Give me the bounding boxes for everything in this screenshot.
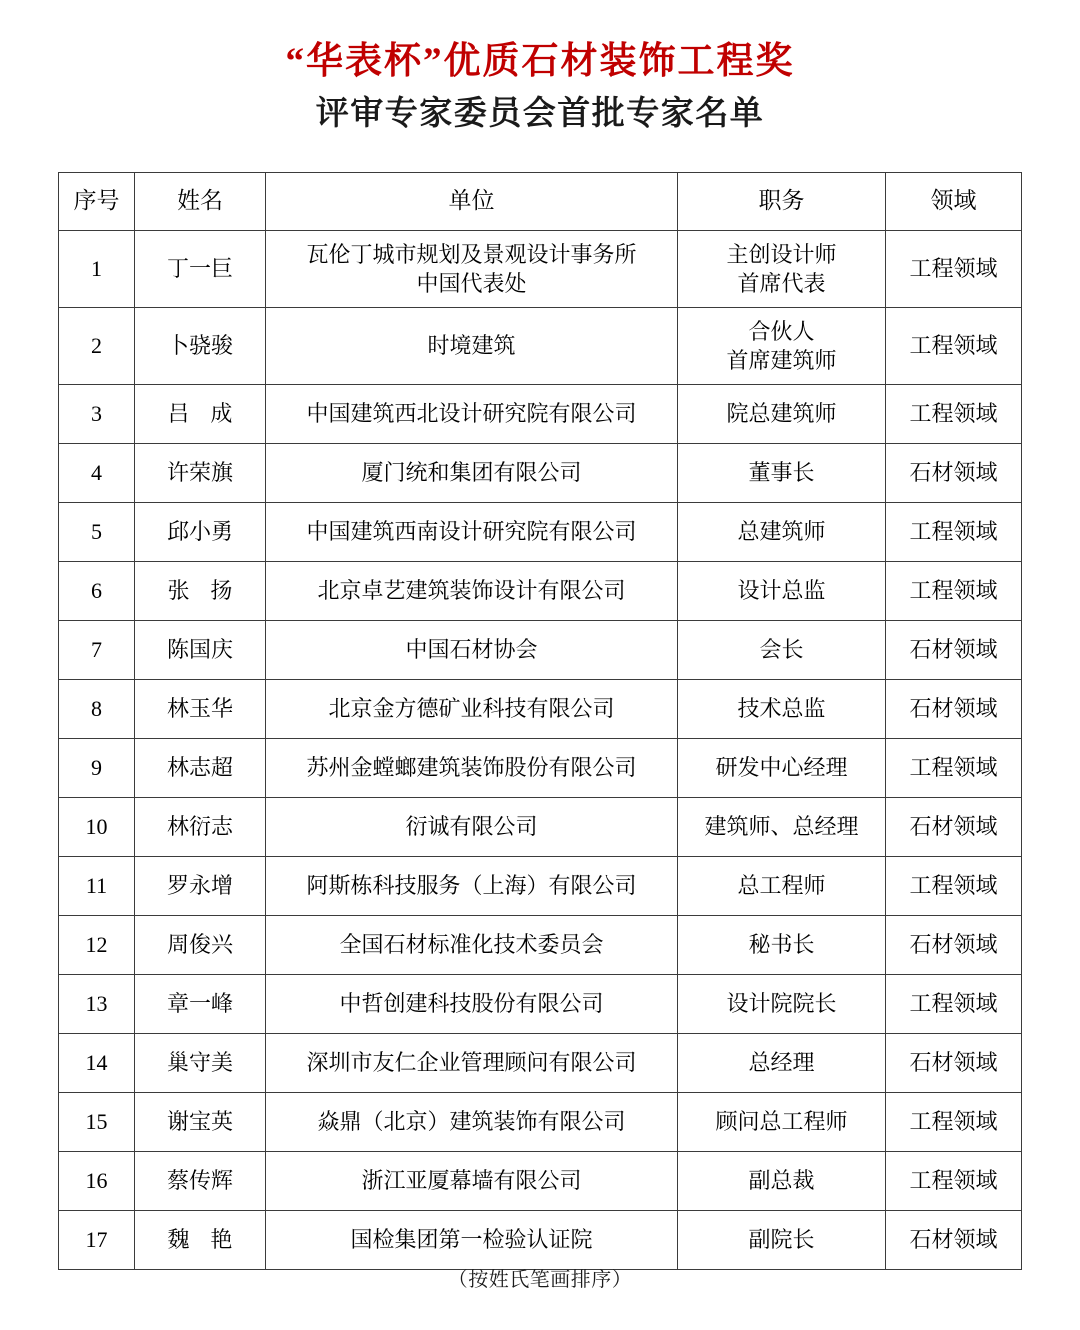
cell-field: 石材领域 bbox=[886, 1034, 1022, 1093]
expert-roster-table-wrapper bbox=[58, 172, 1021, 1270]
cell-role bbox=[678, 308, 886, 385]
cell-role-line: 董事长 bbox=[748, 460, 815, 486]
cell-role bbox=[678, 739, 886, 798]
table-body bbox=[59, 231, 1022, 1270]
cell-role bbox=[678, 503, 886, 562]
cell-name: 邱小勇 bbox=[135, 503, 266, 562]
table-row bbox=[59, 1093, 1022, 1152]
cell-name: 林志超 bbox=[135, 739, 266, 798]
cell-field: 工程领域 bbox=[886, 503, 1022, 562]
cell-name: 陈国庆 bbox=[135, 621, 266, 680]
cell-field: 工程领域 bbox=[886, 231, 1022, 308]
table-row bbox=[59, 975, 1022, 1034]
table-row bbox=[59, 1034, 1022, 1093]
cell-role bbox=[678, 680, 886, 739]
cell-unit bbox=[266, 503, 678, 562]
cell-seq: 5 bbox=[59, 503, 135, 562]
cell-unit-line: 阿斯栋科技服务（上海）有限公司 bbox=[306, 873, 637, 899]
cell-unit-line: 浙江亚厦幕墙有限公司 bbox=[361, 1168, 582, 1194]
cell-unit-line: 时境建筑 bbox=[427, 333, 516, 359]
cell-role bbox=[678, 385, 886, 444]
table-row bbox=[59, 621, 1022, 680]
cell-field: 工程领域 bbox=[886, 385, 1022, 444]
cell-unit bbox=[266, 231, 678, 308]
cell-field: 工程领域 bbox=[886, 739, 1022, 798]
cell-unit-line: 北京金方德矿业科技有限公司 bbox=[328, 696, 615, 722]
cell-unit-line: 中国代表处 bbox=[416, 271, 527, 296]
cell-unit-line: 北京卓艺建筑装饰设计有限公司 bbox=[317, 578, 626, 604]
cell-field: 石材领域 bbox=[886, 916, 1022, 975]
cell-role-line: 总建筑师 bbox=[737, 519, 826, 545]
cell-role-line: 建筑师、总经理 bbox=[704, 814, 859, 840]
cell-unit bbox=[266, 1152, 678, 1211]
cell-role-line: 首席代表 bbox=[737, 271, 826, 296]
cell-seq: 11 bbox=[59, 857, 135, 916]
cell-role-line: 设计总监 bbox=[737, 578, 826, 604]
cell-role bbox=[678, 444, 886, 503]
cell-field: 工程领域 bbox=[886, 857, 1022, 916]
cell-unit-line: 中哲创建科技股份有限公司 bbox=[339, 991, 604, 1017]
cell-unit bbox=[266, 444, 678, 503]
cell-field: 工程领域 bbox=[886, 1152, 1022, 1211]
title-block bbox=[0, 0, 1080, 136]
cell-unit bbox=[266, 385, 678, 444]
table-row bbox=[59, 444, 1022, 503]
cell-role-line: 院总建筑师 bbox=[726, 401, 837, 427]
cell-seq: 1 bbox=[59, 231, 135, 308]
cell-name: 林衍志 bbox=[135, 798, 266, 857]
cell-field: 石材领域 bbox=[886, 621, 1022, 680]
cell-role-line: 秘书长 bbox=[748, 932, 815, 958]
cell-unit bbox=[266, 1093, 678, 1152]
cell-name: 卜骁骏 bbox=[135, 308, 266, 385]
cell-seq: 10 bbox=[59, 798, 135, 857]
cell-name: 罗永增 bbox=[135, 857, 266, 916]
cell-seq: 3 bbox=[59, 385, 135, 444]
table-header-row bbox=[59, 173, 1022, 231]
cell-role-line: 总工程师 bbox=[737, 873, 826, 899]
cell-seq: 14 bbox=[59, 1034, 135, 1093]
cell-unit bbox=[266, 621, 678, 680]
table-row bbox=[59, 739, 1022, 798]
cell-unit-line: 国检集团第一检验认证院 bbox=[350, 1227, 593, 1253]
cell-unit bbox=[266, 739, 678, 798]
table-row bbox=[59, 308, 1022, 385]
cell-role-line: 技术总监 bbox=[737, 696, 826, 722]
table-row bbox=[59, 916, 1022, 975]
cell-field: 工程领域 bbox=[886, 308, 1022, 385]
cell-name: 巢守美 bbox=[135, 1034, 266, 1093]
cell-seq: 6 bbox=[59, 562, 135, 621]
cell-role-line: 副总裁 bbox=[748, 1168, 815, 1194]
cell-unit-line: 深圳市友仁企业管理顾问有限公司 bbox=[306, 1050, 637, 1076]
cell-name: 丁一巨 bbox=[135, 231, 266, 308]
table-row bbox=[59, 857, 1022, 916]
cell-role bbox=[678, 1211, 886, 1270]
cell-role bbox=[678, 1093, 886, 1152]
cell-role-line: 会长 bbox=[759, 637, 804, 663]
cell-name: 魏艳 bbox=[135, 1211, 266, 1270]
table-header bbox=[59, 173, 1022, 231]
cell-role bbox=[678, 798, 886, 857]
table-row bbox=[59, 562, 1022, 621]
cell-name: 许荣旗 bbox=[135, 444, 266, 503]
cell-field: 工程领域 bbox=[886, 975, 1022, 1034]
cell-unit-line: 瓦伦丁城市规划及景观设计事务所 bbox=[306, 241, 637, 267]
cell-field: 石材领域 bbox=[886, 798, 1022, 857]
cell-seq: 7 bbox=[59, 621, 135, 680]
cell-role-line: 主创设计师 bbox=[726, 241, 837, 267]
table-row bbox=[59, 798, 1022, 857]
table-row bbox=[59, 385, 1022, 444]
cell-unit bbox=[266, 562, 678, 621]
cell-role-line: 顾问总工程师 bbox=[715, 1109, 848, 1135]
page-title-main: “华表杯”优质石材装饰工程奖 bbox=[285, 41, 795, 82]
cell-name: 章一峰 bbox=[135, 975, 266, 1034]
cell-seq: 13 bbox=[59, 975, 135, 1034]
cell-unit-line: 厦门统和集团有限公司 bbox=[361, 460, 582, 486]
cell-name: 林玉华 bbox=[135, 680, 266, 739]
cell-unit-line: 全国石材标准化技术委员会 bbox=[339, 932, 604, 958]
cell-field: 石材领域 bbox=[886, 1211, 1022, 1270]
cell-name: 张扬 bbox=[135, 562, 266, 621]
cell-role-line: 研发中心经理 bbox=[715, 755, 848, 781]
cell-name: 周俊兴 bbox=[135, 916, 266, 975]
cell-unit bbox=[266, 680, 678, 739]
cell-unit-line: 苏州金螳螂建筑装饰股份有限公司 bbox=[306, 755, 637, 781]
cell-unit bbox=[266, 975, 678, 1034]
column-header-role: 职务 bbox=[678, 173, 886, 231]
cell-seq: 2 bbox=[59, 308, 135, 385]
cell-role bbox=[678, 621, 886, 680]
cell-role-line: 设计院院长 bbox=[726, 991, 837, 1017]
cell-seq: 15 bbox=[59, 1093, 135, 1152]
table-row bbox=[59, 231, 1022, 308]
cell-unit bbox=[266, 916, 678, 975]
cell-name: 吕成 bbox=[135, 385, 266, 444]
cell-unit-line: 衍诚有限公司 bbox=[405, 814, 538, 840]
cell-role-line: 副院长 bbox=[748, 1227, 815, 1253]
expert-roster-table bbox=[58, 172, 1022, 1270]
cell-role bbox=[678, 857, 886, 916]
cell-unit-line: 焱鼎（北京）建筑装饰有限公司 bbox=[317, 1109, 626, 1135]
cell-role bbox=[678, 975, 886, 1034]
cell-unit bbox=[266, 798, 678, 857]
cell-role-line: 总经理 bbox=[748, 1050, 815, 1076]
sort-order-footnote: （按姓氏笔画排序） bbox=[447, 1269, 633, 1291]
cell-unit-line: 中国建筑西南设计研究院有限公司 bbox=[306, 519, 637, 545]
column-header-seq: 序号 bbox=[59, 173, 135, 231]
cell-role bbox=[678, 1034, 886, 1093]
cell-seq: 12 bbox=[59, 916, 135, 975]
cell-role bbox=[678, 916, 886, 975]
column-header-unit: 单位 bbox=[266, 173, 678, 231]
cell-unit bbox=[266, 857, 678, 916]
cell-role bbox=[678, 231, 886, 308]
cell-role bbox=[678, 1152, 886, 1211]
cell-name: 谢宝英 bbox=[135, 1093, 266, 1152]
table-row bbox=[59, 680, 1022, 739]
cell-field: 工程领域 bbox=[886, 562, 1022, 621]
cell-unit-line: 中国石材协会 bbox=[405, 637, 538, 663]
cell-unit bbox=[266, 1034, 678, 1093]
cell-field: 石材领域 bbox=[886, 444, 1022, 503]
cell-unit bbox=[266, 308, 678, 385]
cell-role bbox=[678, 562, 886, 621]
column-header-name: 姓名 bbox=[135, 173, 266, 231]
cell-role-line: 首席建筑师 bbox=[726, 348, 837, 373]
table-row bbox=[59, 1211, 1022, 1270]
cell-seq: 16 bbox=[59, 1152, 135, 1211]
table-row bbox=[59, 503, 1022, 562]
cell-role-line: 合伙人 bbox=[748, 318, 815, 344]
cell-seq: 8 bbox=[59, 680, 135, 739]
cell-field: 石材领域 bbox=[886, 680, 1022, 739]
page-title-sub: 评审专家委员会首批专家名单 bbox=[315, 96, 765, 133]
column-header-field: 领域 bbox=[886, 173, 1022, 231]
table-row bbox=[59, 1152, 1022, 1211]
cell-seq: 17 bbox=[59, 1211, 135, 1270]
cell-unit-line: 中国建筑西北设计研究院有限公司 bbox=[306, 401, 637, 427]
cell-field: 工程领域 bbox=[886, 1093, 1022, 1152]
cell-unit bbox=[266, 1211, 678, 1270]
cell-seq: 9 bbox=[59, 739, 135, 798]
cell-seq: 4 bbox=[59, 444, 135, 503]
cell-name: 蔡传辉 bbox=[135, 1152, 266, 1211]
